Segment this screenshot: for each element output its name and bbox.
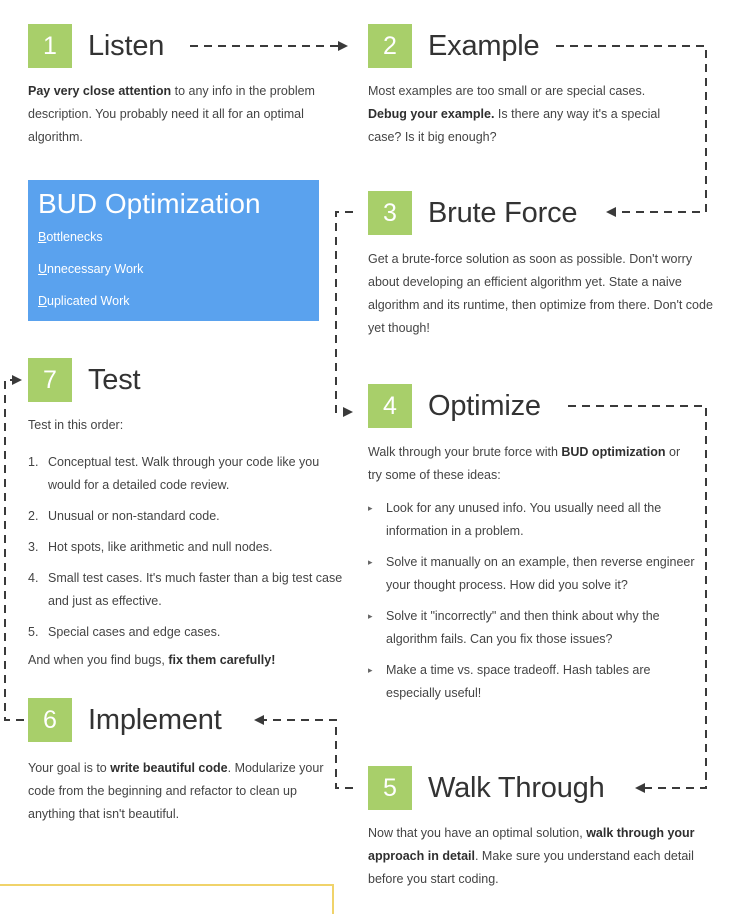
body-text: Is there any way it's a special case? Is it big enough?	[368, 107, 661, 144]
step-title: Optimize	[428, 389, 541, 422]
list-item	[368, 497, 698, 543]
step-test	[28, 358, 140, 402]
step-title: Example	[428, 29, 540, 62]
bud-item-initial: U	[38, 262, 48, 276]
step-implement	[28, 698, 222, 742]
bud-optimization-box	[28, 180, 319, 321]
step-listen-description	[28, 80, 328, 149]
bud-item-initial: D	[38, 294, 48, 308]
step-number-badge: 2	[368, 24, 412, 68]
step-title: Test	[88, 363, 141, 396]
emphasis-text: Pay very close attention	[28, 84, 172, 98]
bud-title: BUD Optimization	[38, 188, 261, 219]
list-item	[368, 659, 698, 705]
bud-item-label: uplicated Work	[47, 294, 130, 308]
test-intro: Test in this order:	[28, 418, 124, 432]
list-item	[28, 536, 348, 559]
list-item	[368, 605, 698, 651]
list-item	[28, 451, 348, 497]
body-text: Most examples are too small or are special cases.	[368, 84, 646, 98]
step-walk-through	[368, 766, 605, 810]
emphasis-text: Debug your example.	[368, 107, 495, 121]
step-listen	[28, 24, 164, 68]
list-item-text: Make a time vs. space tradeoff. Hash tables are especially useful!	[386, 663, 651, 700]
body-text: to any info in the problem description. You probably need it all for an optimal algorithm.	[28, 84, 315, 144]
emphasis-text: fix them carefully!	[168, 653, 276, 667]
step-number-badge: 6	[28, 698, 72, 742]
body-text: Now that you have an optimal solution,	[368, 826, 587, 840]
step-optimize	[368, 384, 541, 428]
test-outro	[28, 649, 358, 672]
step-optimize-description	[368, 441, 688, 487]
list-item-number: 3.	[28, 540, 39, 554]
list-item-text: Look for any unused info. You usually need all the information in a problem.	[386, 501, 662, 538]
body-text: . Make sure you understand each detail before you start coding.	[368, 849, 694, 886]
step-title: Walk Through	[428, 771, 605, 804]
list-item-number: 2.	[28, 509, 39, 523]
step-brute-force-description	[368, 248, 718, 340]
step-number-badge: 7	[28, 358, 72, 402]
list-item	[28, 505, 348, 528]
step-walk-through-description	[368, 822, 708, 891]
list-item-text: Unusual or non-standard code.	[48, 509, 220, 523]
arrow-implement-to-test	[5, 380, 24, 720]
body-text: Get a brute-force solution as soon as possible. Don't worry about developing an efficient algorithm yet. State a naive algorithm and its runtime, then optimize from there. Don't code yet though!	[368, 252, 713, 335]
emphasis-text: write beautiful code	[110, 761, 228, 775]
list-item-number: 1.	[28, 455, 39, 469]
step-title: Listen	[88, 29, 165, 62]
test-order-list	[28, 451, 348, 652]
bullet-triangle-icon: ▸	[368, 503, 373, 513]
step-implement-description	[28, 757, 328, 826]
bud-item-bottlenecks	[38, 221, 319, 253]
list-item-text: Solve it "incorrectly" and then think about why the algorithm fails. Can you fix those issues?	[386, 609, 660, 646]
step-number-badge: 3	[368, 191, 412, 235]
optimize-ideas-list	[368, 497, 698, 713]
bullet-triangle-icon: ▸	[368, 557, 373, 567]
list-item-number: 4.	[28, 571, 39, 585]
bud-item-duplicated-work	[38, 285, 319, 317]
body-text: . Modularize your code from the beginning and refactor to clean up anything that isn't beautiful.	[28, 761, 324, 821]
body-text: And when you find bugs,	[28, 653, 169, 667]
list-item-text: Solve it manually on an example, then reverse engineer your thought process. How did you solve it?	[386, 555, 695, 592]
list-item	[28, 567, 348, 613]
step-number-badge: 4	[368, 384, 412, 428]
emphasis-text: BUD optimization	[561, 445, 666, 459]
list-item-text: Hot spots, like arithmetic and null nodes.	[48, 540, 273, 554]
bullet-triangle-icon: ▸	[368, 665, 373, 675]
bud-item-initial: B	[38, 230, 47, 244]
body-text: or try some of these ideas:	[368, 445, 681, 482]
body-text: Walk through your brute force with	[368, 445, 562, 459]
list-item-text: Small test cases. It's much faster than a big test case and just as effective.	[48, 571, 343, 608]
list-item-number: 5.	[28, 625, 39, 639]
body-text: Your goal is to	[28, 761, 111, 775]
bud-item-label: nnecessary Work	[47, 262, 144, 276]
bullet-triangle-icon: ▸	[368, 611, 373, 621]
bud-item-label: ottlenecks	[46, 230, 103, 244]
bud-item-unnecessary-work	[38, 253, 319, 285]
bottom-panel-edge	[0, 884, 334, 914]
step-title: Implement	[88, 703, 222, 736]
step-number-badge: 1	[28, 24, 72, 68]
arrow-brute-force-to-optimize	[336, 212, 353, 412]
list-item-text: Special cases and edge cases.	[48, 625, 221, 639]
emphasis-text: walk through your approach in detail	[368, 826, 695, 863]
step-brute-force	[368, 191, 577, 235]
step-number-badge: 5	[368, 766, 412, 810]
step-title: Brute Force	[428, 196, 578, 229]
list-item	[28, 621, 348, 644]
step-example	[368, 24, 539, 68]
list-item	[368, 551, 698, 597]
step-example-description	[368, 80, 668, 149]
list-item-text: Conceptual test. Walk through your code like you would for a detailed code review.	[48, 455, 320, 492]
